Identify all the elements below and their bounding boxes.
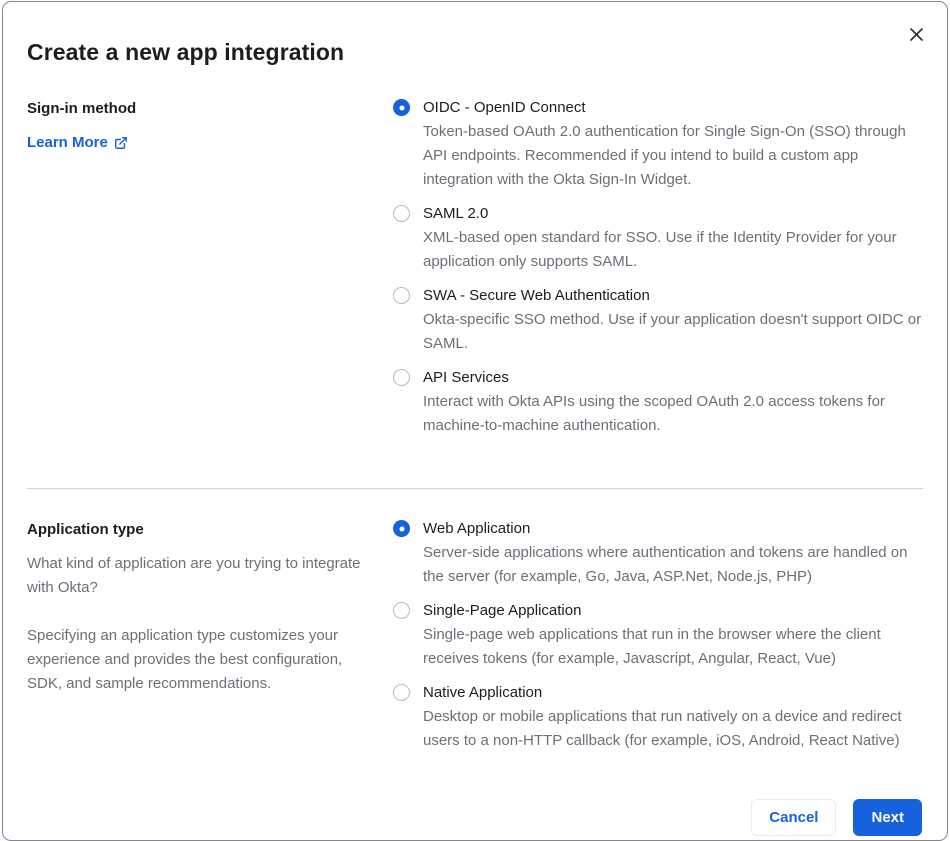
option-label: Native Application <box>423 684 543 701</box>
radio-button[interactable] <box>393 205 410 222</box>
radio-button[interactable] <box>393 520 410 537</box>
option-label: SAML 2.0 <box>423 205 489 222</box>
signin-method-heading: Sign-in method <box>27 100 137 117</box>
learn-more-label: Learn More <box>27 134 108 151</box>
radio-option-web-application[interactable] <box>393 517 923 589</box>
dialog-footer <box>27 799 923 836</box>
option-description: Interact with Okta APIs using the scoped OAuth 2.0 access tokens for machine-to-machine authentication. <box>423 393 885 434</box>
radio-button[interactable] <box>393 602 410 619</box>
option-label: Single-Page Application <box>423 602 582 619</box>
radio-option-native-application[interactable] <box>393 681 923 753</box>
radio-button[interactable] <box>393 369 410 386</box>
option-description: Okta-specific SSO method. Use if your application doesn't support OIDC or SAML. <box>423 311 922 352</box>
application-type-section <box>27 517 923 763</box>
radio-button[interactable] <box>393 287 410 304</box>
option-label: Web Application <box>423 520 531 537</box>
option-label: SWA - Secure Web Authentication <box>423 287 650 304</box>
radio-option-single-page-application[interactable] <box>393 599 923 671</box>
radio-option-saml[interactable] <box>393 202 923 274</box>
radio-button[interactable] <box>393 684 410 701</box>
create-app-integration-dialog <box>2 1 948 841</box>
radio-option-oidc[interactable] <box>393 96 923 192</box>
option-description: Token-based OAuth 2.0 authentication for Single Sign-On (SSO) through API endpoints. Recommended if you intend to build a custom app integration with the Okta Sign-In Widget. <box>423 123 906 188</box>
application-type-note: Specifying an application type customizes your experience and provides the best configuration, SDK, and sample recommendations. <box>27 627 343 692</box>
option-description: XML-based open standard for SSO. Use if the Identity Provider for your application only supports SAML. <box>423 229 897 270</box>
option-description: Desktop or mobile applications that run natively on a device and redirect users to a non-HTTP callback (for example, iOS, Android, React Native) <box>423 708 902 749</box>
signin-method-section <box>27 96 923 448</box>
next-button[interactable]: Next <box>853 799 922 836</box>
cancel-button[interactable]: Cancel <box>751 799 836 836</box>
radio-option-swa[interactable] <box>393 284 923 356</box>
application-type-question: What kind of application are you trying to integrate with Okta? <box>27 555 361 596</box>
dialog-title: Create a new app integration <box>27 39 345 65</box>
option-description: Server-side applications where authentication and tokens are handled on the server (for example, Go, Java, ASP.Net, Node.js, PHP) <box>423 544 908 585</box>
learn-more-link[interactable] <box>27 131 128 155</box>
application-type-heading: Application type <box>27 521 144 538</box>
radio-button[interactable] <box>393 99 410 116</box>
section-divider <box>27 488 923 489</box>
option-description: Single-page web applications that run in the browser where the client receives tokens (for example, Javascript, Angular, React, Vue) <box>423 626 881 667</box>
radio-option-api-services[interactable] <box>393 366 923 438</box>
option-label: API Services <box>423 369 509 386</box>
close-button[interactable] <box>905 23 927 45</box>
close-icon <box>909 27 924 42</box>
option-label: OIDC - OpenID Connect <box>423 99 586 116</box>
external-link-icon <box>114 136 128 150</box>
